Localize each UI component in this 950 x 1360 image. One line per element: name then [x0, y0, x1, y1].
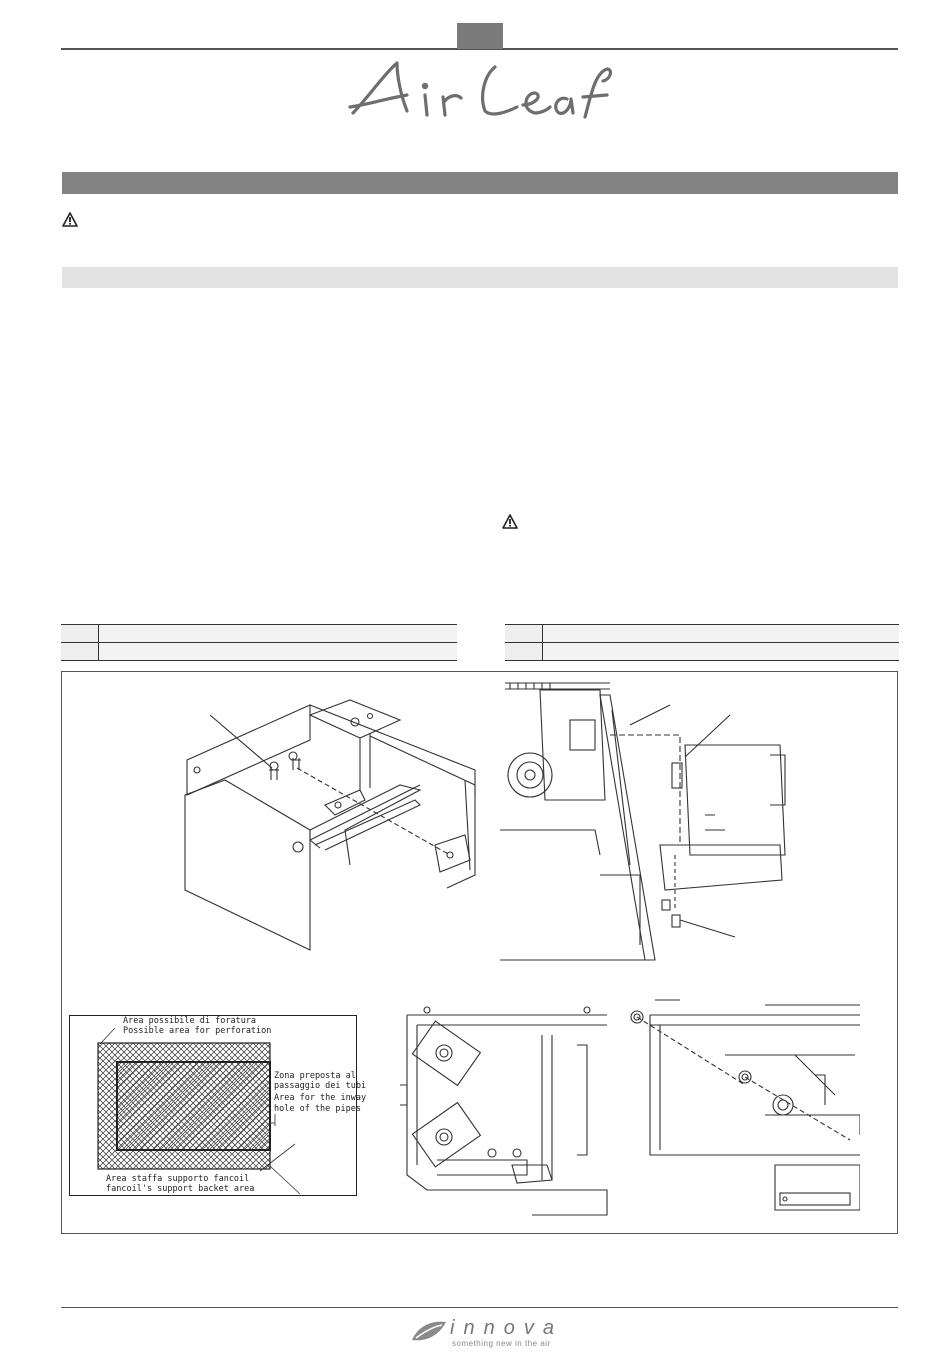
fixing-detail-drawing [625, 995, 860, 1225]
warning-icon [62, 212, 78, 232]
label-perforation-en: Possible area for perforation [123, 1026, 272, 1036]
label-pipes-zone-en-1: Area for the inway [274, 1093, 367, 1103]
label-pipes-zone-it-2: passaggio dei tubi [274, 1081, 367, 1091]
subsection-bar [62, 267, 898, 288]
page-number-tab [457, 23, 503, 49]
airleaf-logo [345, 55, 615, 125]
label-pipes-zone-it-1: Zona preposta al [274, 1071, 356, 1081]
table-row [505, 643, 899, 661]
label-perforation-it: Area possibile di foratura [123, 1016, 257, 1026]
perforation-area-legend [69, 1015, 367, 1196]
installation-side-view-drawing [500, 675, 800, 970]
fancoil-box-isometric-drawing [175, 690, 485, 965]
warning-icon [502, 514, 518, 534]
table-left [61, 624, 457, 661]
footer-rule [61, 1307, 898, 1308]
label-bracket-it: Area staffa supporto fancoil [106, 1174, 250, 1184]
airleaf-logo-drawing [345, 55, 615, 125]
label-pipes-zone-en-2: hole of the pipes [274, 1104, 361, 1114]
table-row [505, 625, 899, 643]
innova-leaf-icon [410, 1318, 448, 1349]
section-title-bar [62, 172, 898, 194]
footer-brand: innova [450, 1317, 563, 1339]
table-row [61, 643, 457, 661]
label-bracket-en: fancoil's support backet area [106, 1184, 255, 1194]
footer-tagline: something new in the air [452, 1339, 551, 1348]
bracket-top-view-drawing [397, 1005, 609, 1222]
table-row [61, 625, 457, 643]
table-right [505, 624, 899, 661]
